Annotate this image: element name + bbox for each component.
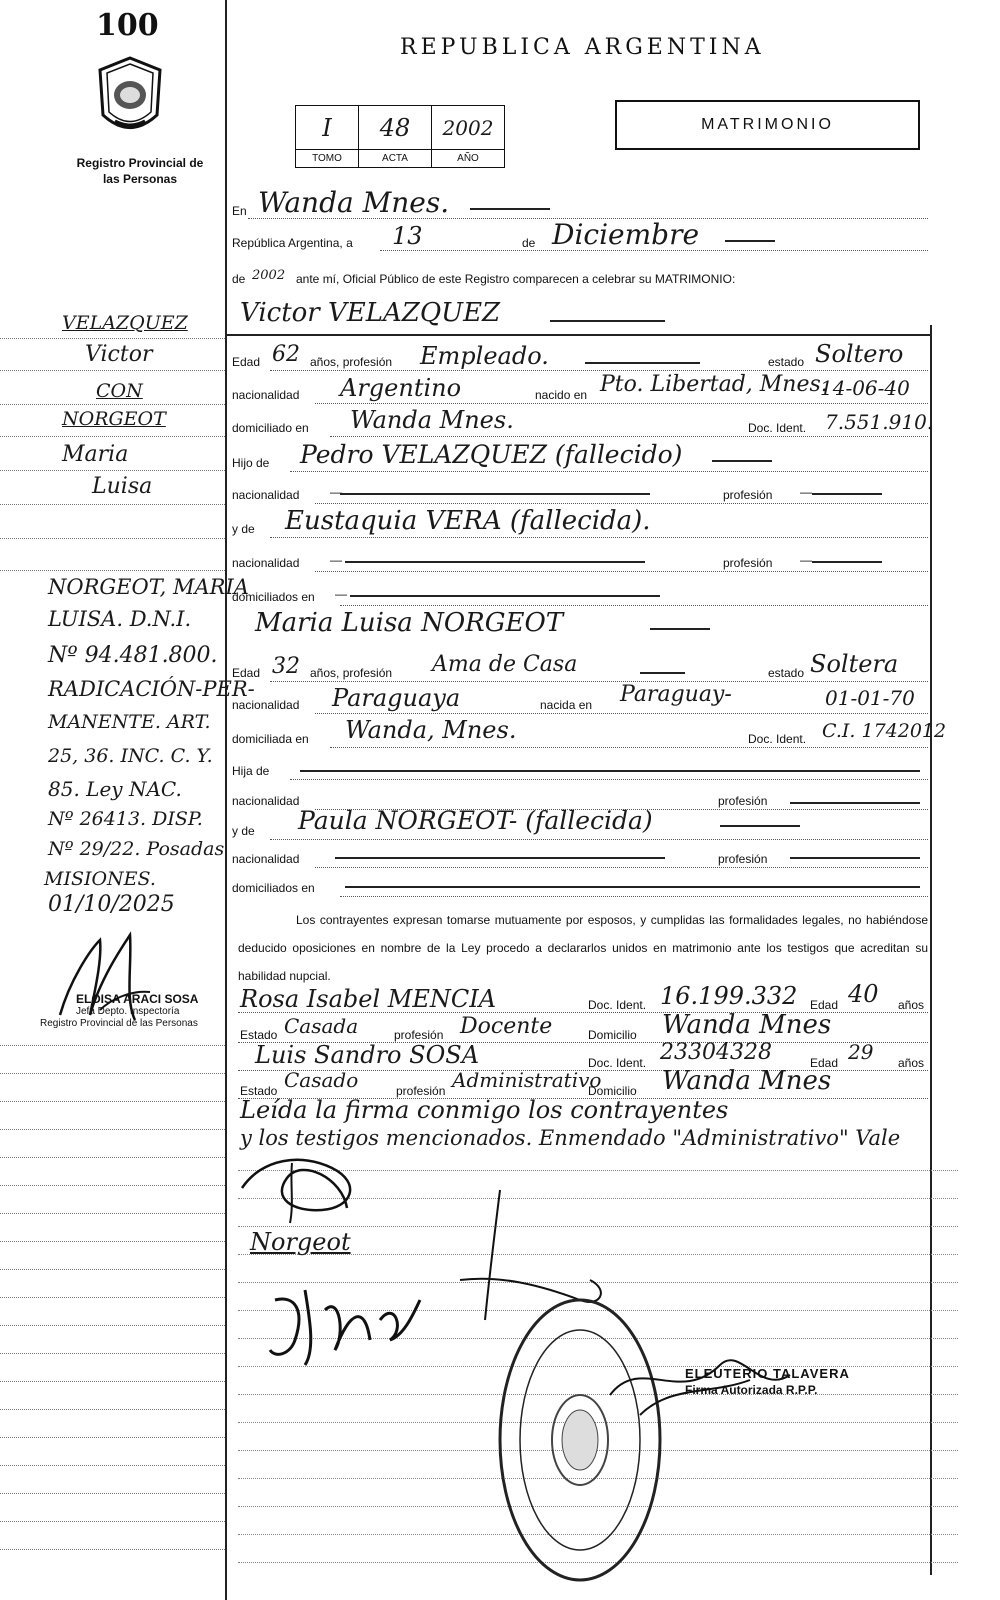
signature-bride: Norgeot — [250, 1228, 351, 1256]
margin-official-title2: Registro Provincial de las Personas — [40, 1018, 198, 1029]
margin-bride-name1: Maria — [62, 442, 129, 467]
margin-official-title1: Jefa Depto. Inspectoría — [76, 1006, 180, 1017]
closing-note-line2: y los testigos mencionados. Enmendado "Administrativo" Vale — [240, 1126, 901, 1150]
ruled-line — [0, 1213, 225, 1214]
bride-full-name: Maria Luisa NORGEOT — [255, 608, 564, 638]
groom-edad-label: Edad — [232, 355, 261, 369]
ruled-line — [0, 1521, 225, 1522]
mother-nat-line — [345, 561, 645, 563]
groom-edad-dots — [270, 370, 928, 371]
witness1-profesion-label: profesión — [394, 1028, 444, 1042]
bride-father-profesion-label: profesión — [718, 794, 768, 808]
groom-domicilio-label: domiciliado en — [232, 421, 309, 435]
witness1-domicile: Wanda Mnes — [662, 1010, 832, 1040]
groom-nac-dots — [315, 403, 928, 404]
bride-domicile: Wanda, Mnes. — [345, 716, 517, 744]
official-signer-title: Firma Autorizada R.P.P. — [685, 1383, 818, 1397]
bride-father-nacionalidad-label: nacionalidad — [232, 794, 300, 808]
year-value: 2002 — [252, 268, 286, 283]
witness2-estado: Casado — [284, 1068, 359, 1092]
provincial-seal-icon — [95, 55, 165, 140]
groom-birthplace: Pto. Libertad, Mnes. — [600, 372, 828, 397]
witness1-name: Rosa Isabel MENCIA — [240, 985, 497, 1013]
groom-domicile: Wanda Mnes. — [350, 406, 514, 434]
witness2-profesion-label: profesión — [396, 1084, 446, 1098]
bride-age: 32 — [272, 654, 300, 679]
bride-y-de-label: y de — [232, 824, 255, 838]
ruled-line — [0, 1157, 225, 1158]
bride-dom-dots — [330, 747, 928, 748]
month-line — [725, 240, 775, 242]
mother-profession: — — [800, 553, 812, 567]
acta-value: 48 — [359, 106, 432, 150]
groom-estado-label: estado — [768, 355, 805, 369]
groom-profession: Empleado. — [420, 342, 549, 370]
signature-groom-icon — [232, 1148, 382, 1228]
margin-bride-surname: NORGEOT — [62, 408, 166, 430]
bride-birthplace: Paraguay- — [620, 682, 732, 707]
groom-mother: Eustaquia VERA (fallecida). — [285, 506, 651, 536]
ruled-line — [0, 1353, 225, 1354]
witness2-estado-label: Estado — [240, 1084, 278, 1098]
margin-official-name: ELOISA ARACI SOSA — [76, 992, 199, 1006]
page-number: 100 — [96, 8, 159, 43]
groom-nacido-label: nacido en — [535, 388, 588, 402]
father-nationality: — — [330, 485, 342, 499]
mother-dots — [270, 537, 928, 538]
ruled-line — [0, 1381, 225, 1382]
groom-name-line — [550, 320, 665, 322]
ruled-line — [0, 1325, 225, 1326]
groom-estado: Soltero — [815, 340, 904, 368]
bride-estado: Soltera — [810, 650, 899, 678]
margin-rule-8 — [0, 570, 225, 571]
bride-doc-label: Doc. Ident. — [748, 732, 807, 746]
witness1-domicilio-label: Domicilio — [588, 1028, 637, 1042]
bride-mother-line — [720, 825, 800, 827]
place-line — [470, 208, 550, 210]
bride-doc: C.I. 1742012 — [822, 720, 947, 742]
witness2-profession: Administrativo — [452, 1068, 602, 1092]
bride-nacida-label: nacida en — [540, 698, 593, 712]
declaration-text: Los contrayentes expresan tomarse mutuamente por esposos, y cumplidas las formalidades legales, no habiéndose deducido oposiciones en nombre de la Ley procedo a declararlos unidos en matrimonio ante los testigos que acreditan su habilidad nupcial. — [238, 913, 928, 983]
bride-mother-dots — [270, 839, 928, 840]
document-type-box — [615, 100, 920, 150]
margin-rule — [225, 0, 227, 1600]
father-line — [712, 460, 772, 462]
day-value: 13 — [392, 222, 423, 250]
groom-hijo-label: Hijo de — [232, 456, 270, 470]
ruled-line — [0, 1101, 225, 1102]
father-profesion-label: profesión — [723, 488, 773, 502]
witness1-estado: Casada — [284, 1014, 359, 1038]
bride-mother: Paula NORGEOT- (fallecida) — [298, 806, 653, 835]
groom-anos-profesion-label: años, profesión — [310, 355, 393, 369]
ruled-line — [0, 1465, 225, 1466]
ruled-line — [0, 1409, 225, 1410]
de-label: de — [522, 236, 536, 250]
father-nacionalidad-label: nacionalidad — [232, 488, 300, 502]
bride-domicilio-label: domiciliada en — [232, 732, 309, 746]
margin-rule-5 — [0, 470, 225, 471]
witness1-doc: 16.199.332 — [660, 982, 798, 1010]
margin-note-line: 85. Ley NAC. — [48, 777, 182, 801]
margin-note-line: Nº 26413. DISP. — [48, 808, 203, 830]
bride-edad-dots — [270, 681, 928, 682]
father-nat-dots — [315, 503, 928, 504]
bride-anos-profesion-label: años, profesión — [310, 666, 393, 680]
ruled-line — [0, 1185, 225, 1186]
ruled-line — [0, 1297, 225, 1298]
ruled-line — [0, 1269, 225, 1270]
place-value: Wanda Mnes. — [258, 186, 450, 219]
margin-note-line: LUISA. D.N.I. — [48, 607, 192, 631]
bride-name-line — [650, 628, 710, 630]
witness2-domicile: Wanda Mnes — [662, 1066, 832, 1096]
mother-profesion-label: profesión — [723, 556, 773, 570]
witness1-edad-label: Edad — [810, 998, 839, 1012]
ruled-line — [0, 1129, 225, 1130]
bride-estado-label: estado — [768, 666, 805, 680]
groom-doc-label: Doc. Ident. — [748, 421, 807, 435]
bride-profession: Ama de Casa — [432, 652, 578, 677]
bride-birthdate: 01-01-70 — [825, 686, 915, 710]
margin-note-line: Nº 94.481.800. — [48, 643, 218, 668]
tomo-value: I — [296, 106, 359, 150]
bride-parents-dom-line — [345, 886, 920, 888]
margin-con: CON — [96, 380, 143, 402]
groom-domiciliados-label: domiciliados en — [232, 590, 315, 604]
groom-prof-line — [585, 362, 700, 364]
ruled-line — [0, 1549, 225, 1550]
signature-witness-icon — [255, 1280, 425, 1370]
date-dots — [380, 250, 928, 251]
groom-parents-domicile: — — [335, 587, 347, 601]
margin-note-line: 25, 36. INC. C. Y. — [48, 745, 213, 767]
tomo-acta-ano-box — [295, 105, 505, 168]
bride-nationality: Paraguaya — [332, 684, 461, 712]
closing-note-line1: Leída la firma conmigo los contrayentes — [240, 1096, 729, 1124]
ruled-line — [0, 1241, 225, 1242]
bride-domiciliados-label: domiciliados en — [232, 881, 315, 895]
groom-dom-dots — [330, 436, 928, 437]
bride-hija-label: Hija de — [232, 764, 270, 778]
bride-prof-line — [640, 672, 685, 674]
ruled-line — [0, 1493, 225, 1494]
bride-father-prof-line — [790, 802, 920, 804]
right-rule — [930, 325, 932, 1575]
bride-mother-nacionalidad-label: nacionalidad — [232, 852, 300, 866]
margin-note-line: MANENTE. ART. — [48, 711, 211, 733]
witness2-age: 29 — [848, 1040, 874, 1064]
bride-mother-profesion-label: profesión — [718, 852, 768, 866]
frame-line — [227, 334, 932, 336]
witness1-estado-label: Estado — [240, 1028, 278, 1042]
ruled-line — [0, 1437, 225, 1438]
country-title: REPUBLICA ARGENTINA — [400, 35, 765, 60]
witness1-age: 40 — [848, 980, 879, 1008]
father-prof-line — [812, 493, 882, 495]
margin-rule-6 — [0, 504, 225, 505]
ano-label: AÑO — [432, 150, 505, 168]
acta-label: ACTA — [359, 150, 432, 168]
year-prefix: de — [232, 272, 246, 286]
witness2-domicilio-label: Domicilio — [588, 1084, 637, 1098]
margin-rule-1 — [0, 338, 225, 339]
margin-note-line: 01/10/2025 — [48, 892, 175, 917]
tomo-label: TOMO — [296, 150, 359, 168]
bride-parents-dom-dots — [340, 896, 928, 897]
bride-father-line — [300, 770, 920, 772]
parents-dom-line — [350, 595, 660, 597]
witness2-edad-label: Edad — [810, 1056, 839, 1070]
groom-birthdate: 14-06-40 — [820, 376, 910, 400]
margin-note-line: RADICACIÓN-PER- — [48, 677, 255, 701]
bride-mother-prof-line — [790, 857, 920, 859]
groom-nacionalidad-label: nacionalidad — [232, 388, 300, 402]
witness2-anos-label: años — [898, 1056, 925, 1070]
bride-father-dots — [290, 779, 928, 780]
ruled-line — [0, 1073, 225, 1074]
groom-age: 62 — [272, 342, 300, 367]
margin-rule-3 — [0, 404, 225, 405]
margin-groom-name: Victor — [85, 342, 153, 367]
witness1-doc-label: Doc. Ident. — [588, 998, 647, 1012]
witness2-doc-label: Doc. Ident. — [588, 1056, 647, 1070]
margin-groom-surname: VELAZQUEZ — [62, 312, 188, 334]
ruled-line — [0, 1045, 225, 1046]
margin-note-line: Nº 29/22. Posadas — [48, 838, 225, 860]
intro-statement: ante mí, Oficial Público de este Registro comparecen a celebrar su MATRIMONIO: — [296, 272, 736, 286]
republica-label: República Argentina, a — [232, 236, 353, 250]
witness1-profession: Docente — [460, 1014, 553, 1039]
margin-note-line: NORGEOT, MARIA — [48, 575, 249, 599]
groom-full-name: Victor VELAZQUEZ — [240, 298, 501, 328]
father-profession: — — [800, 485, 812, 499]
witness1-anos-label: años — [898, 998, 925, 1012]
margin-rule-4 — [0, 436, 225, 437]
mother-nacionalidad-label: nacionalidad — [232, 556, 300, 570]
father-dots — [290, 471, 928, 472]
margin-rule-7 — [0, 538, 225, 539]
groom-y-de-label: y de — [232, 522, 255, 536]
margin-note-line: MISIONES. — [44, 868, 156, 890]
registry-name: Registro Provincial de las Personas — [76, 156, 204, 186]
official-signer-name: ELEUTERIO TALAVERA — [685, 1366, 850, 1381]
father-nat-line — [340, 493, 650, 495]
mother-prof-line — [812, 561, 882, 563]
bride-nac-dots — [315, 713, 928, 714]
witness2-name: Luis Sandro SOSA — [255, 1041, 480, 1069]
month-value: Diciembre — [552, 218, 700, 251]
parents-dom-dots — [340, 605, 928, 606]
mother-nationality: — — [330, 553, 342, 567]
bride-mother-nat-dots — [315, 867, 928, 868]
bride-edad-label: Edad — [232, 666, 261, 680]
ano-value: 2002 — [432, 106, 505, 150]
mother-nat-dots — [315, 571, 928, 572]
en-label: En — [232, 204, 247, 218]
document-type: MATRIMONIO — [701, 116, 834, 133]
groom-father: Pedro VELAZQUEZ (fallecido) — [300, 440, 683, 469]
bride-nacionalidad-label: nacionalidad — [232, 698, 300, 712]
margin-bride-name2: Luisa — [92, 474, 153, 499]
bride-mother-nat-line — [335, 857, 665, 859]
witness2-doc: 23304328 — [660, 1040, 772, 1065]
groom-nationality: Argentino — [340, 374, 462, 402]
groom-doc: 7.551.910. — [825, 410, 934, 434]
margin-rule-2 — [0, 370, 225, 371]
